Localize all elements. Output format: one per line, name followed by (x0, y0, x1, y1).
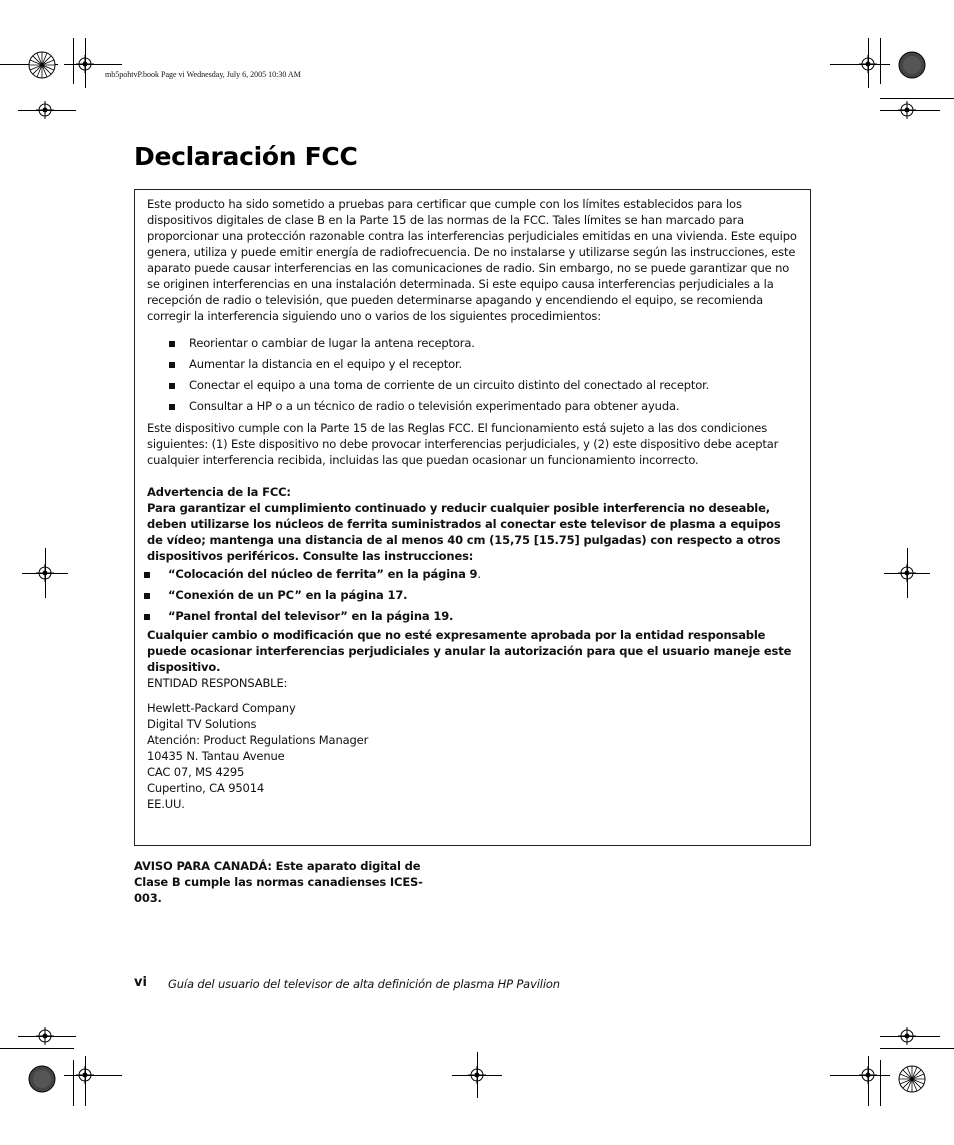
bullet-square-icon (169, 362, 175, 368)
address-block (147, 700, 798, 812)
crop-line (880, 98, 954, 99)
bullet-square-icon (144, 572, 150, 578)
list-item: Reorientar o cambiar de lugar la antena receptora. (147, 333, 798, 354)
address-line: Atención: Product Regulations Manager (147, 733, 369, 747)
crop-line (880, 38, 881, 84)
registration-rosette-icon (898, 1065, 926, 1093)
list-item (147, 606, 798, 627)
registration-crosshair-icon (76, 1066, 94, 1084)
print-header: mb5pohtvP.book Page vi Wednesday, July 6, 2005 10:30 AM (105, 70, 301, 79)
bullet-square-icon (144, 593, 150, 599)
address-line: Hewlett-Packard Company (147, 701, 296, 715)
list-item (147, 585, 798, 606)
registration-crosshair-icon (898, 101, 916, 119)
compliance-paragraph: Este dispositivo cumple con la Parte 15 de las Reglas FCC. El funcionamiento está sujeto a las dos condiciones siguientes: (1) Este dispositivo no debe provocar interferencias perjudiciales, y (2) este dispositivo debe aceptar cualquier interferencia recibida, incluidas las que puedan ocasionar un funcionamiento incorrecto. (147, 421, 779, 467)
change-notice: Cualquier cambio o modificación que no esté expresamente aprobada por la entidad responsable puede ocasionar interferencias perjudiciales y anular la autorización para que el usuario maneje este dispositivo. (147, 628, 792, 674)
warning-text: Para garantizar el cumplimiento continuado y reducir cualquier posible interferencia no deseable, deben utilizarse los núcleos de ferrita suministrados al conectar este televisor de plasma a equipos de vídeo; mantenga una distancia de al menos 40 cm (15,75 [15.75] pulgadas) con respecto a otros dispositivos periféricos. Consulte las instrucciones: (147, 501, 781, 563)
registration-crosshair-icon (36, 1027, 54, 1045)
registration-crosshair-icon (859, 55, 877, 73)
footer-guide-title: Guía del usuario del televisor de alta definición de plasma HP Pavilion (168, 977, 560, 991)
crop-line (73, 1060, 74, 1106)
address-line: EE.UU. (147, 797, 185, 811)
list-item: Consultar a HP o a un técnico de radio o televisión experimentado para obtener ayuda. (147, 396, 798, 417)
crop-line (880, 1060, 881, 1106)
registration-crosshair-icon (859, 1066, 877, 1084)
reference-link[interactable]: “Colocación del núcleo de ferrita” en la página 9 (168, 567, 478, 581)
registration-crosshair-icon (468, 1066, 486, 1084)
crop-line (73, 38, 74, 84)
list-item: Aumentar la distancia en el equipo y el receptor. (147, 354, 798, 375)
measures-list (147, 333, 798, 417)
intro-paragraph: Este producto ha sido sometido a pruebas para certificar que cumple con los límites establecidos para los dispositivos digitales de clase B en la Parte 15 de las normas de la FCC. Tales límites se han marcado para proporcionar una protección razonable contra las interferencias perjudiciales emitidas en una vivienda. Este equipo genera, utiliza y puede emitir energía de radiofrecuencia. De no instalarse y utilizarse según las instrucciones, este aparato puede causar interferencias en las comunicaciones de radio. Sin embargo, no se puede garantizar que no se originen interferencias en una instalación determinada. Si este equipo causa interferencias perjudiciales a la recepción de radio o televisión, que pueden determinarse apagando y encendiendo el equipo, se recomienda corregir la interferencia siguiendo uno o varios de los siguientes procedimientos: (147, 197, 797, 323)
bullet-square-icon (169, 341, 175, 347)
fcc-statement-box (134, 189, 811, 846)
registration-crosshair-icon (898, 1027, 916, 1045)
bullet-square-icon (169, 404, 175, 410)
address-line: 10435 N. Tantau Avenue (147, 749, 285, 763)
entity-label: ENTIDAD RESPONSABLE: (147, 676, 288, 690)
warning-heading: Advertencia de la FCC: (147, 485, 291, 499)
fcc-warning (147, 484, 798, 564)
bullet-square-icon (169, 383, 175, 389)
registration-rosette-icon (28, 51, 56, 79)
bullet-square-icon (144, 614, 150, 620)
page-title: Declaración FCC (134, 142, 358, 171)
address-line: Cupertino, CA 95014 (147, 781, 265, 795)
canada-notice: AVISO PARA CANADÁ: Este aparato digital de Clase B cumple las normas canadienses ICES-003. (134, 859, 423, 905)
crop-line (0, 1048, 74, 1049)
references-list (147, 564, 798, 627)
registration-crosshair-icon (76, 55, 94, 73)
page-number: vi (134, 975, 147, 990)
crop-line (880, 1048, 954, 1049)
list-item: Conectar el equipo a una toma de corriente de un circuito distinto del conectado al receptor. (147, 375, 798, 396)
address-line: Digital TV Solutions (147, 717, 257, 731)
registration-dark-icon (898, 51, 926, 79)
list-item: “Colocación del núcleo de ferrita” en la página 9. (147, 564, 798, 585)
reference-link[interactable]: “Conexión de un PC” en la página 17. (168, 588, 408, 602)
registration-crosshair-icon (898, 564, 916, 582)
registration-crosshair-icon (36, 564, 54, 582)
registration-crosshair-icon (36, 101, 54, 119)
address-line: CAC 07, MS 4295 (147, 765, 245, 779)
reference-link[interactable]: “Panel frontal del televisor” en la página 19. (168, 609, 454, 623)
registration-dark-icon (28, 1065, 56, 1093)
